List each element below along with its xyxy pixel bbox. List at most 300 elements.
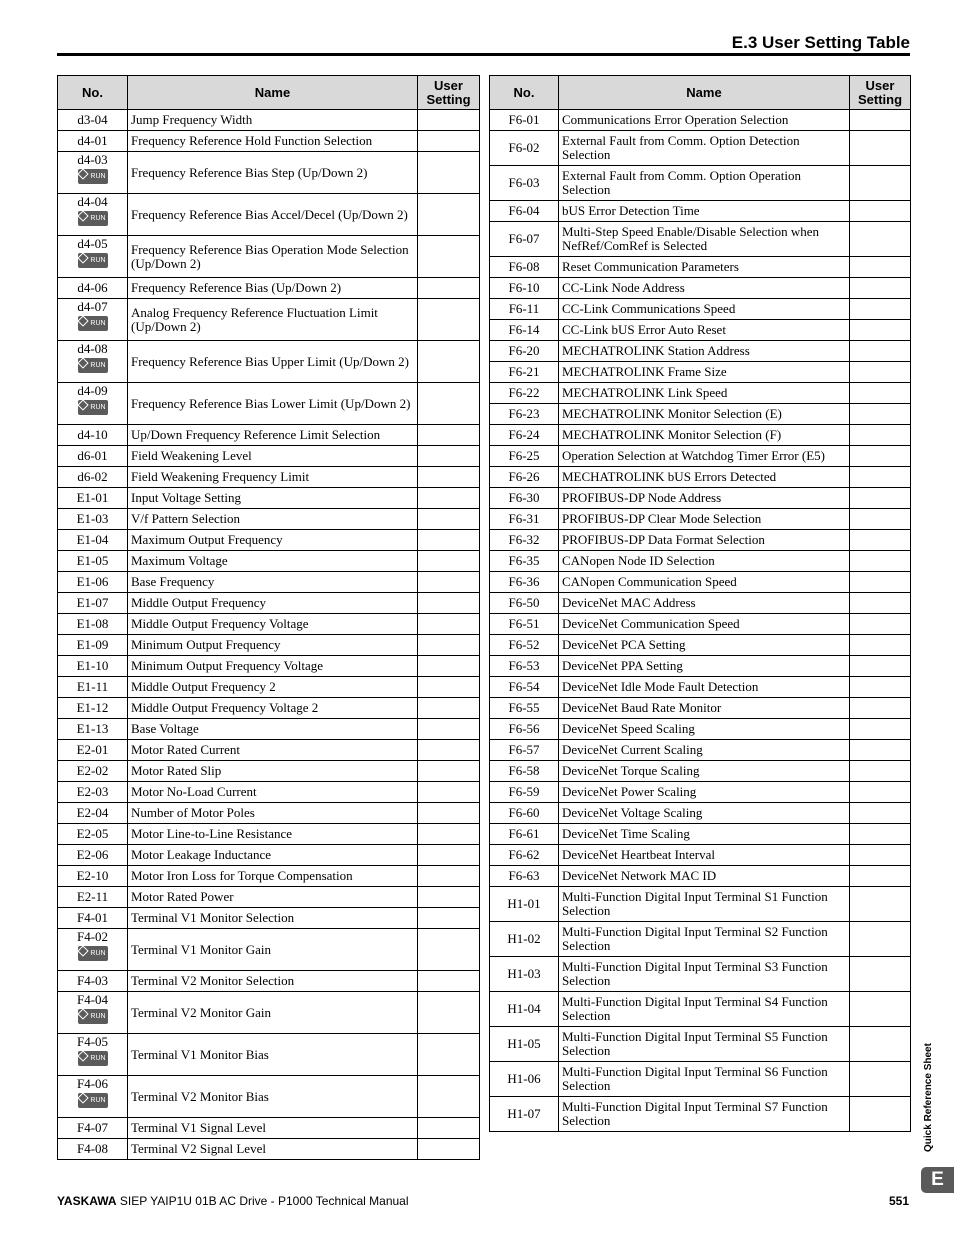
user-setting-cell[interactable] xyxy=(850,341,911,362)
parameter-name: Middle Output Frequency Voltage 2 xyxy=(128,698,418,719)
user-setting-cell[interactable] xyxy=(418,761,480,782)
parameter-code: H1-02 xyxy=(507,931,541,946)
table-row xyxy=(490,488,911,509)
parameter-number xyxy=(490,635,559,656)
parameter-name: Multi-Step Speed Enable/Disable Selection when NefRef/ComRef is Selected xyxy=(559,222,850,257)
user-setting-cell[interactable] xyxy=(418,152,480,194)
user-setting-cell[interactable] xyxy=(418,887,480,908)
run-badge-label: RUN xyxy=(90,320,106,327)
parameter-name: Input Voltage Setting xyxy=(128,488,418,509)
parameter-number xyxy=(490,131,559,166)
user-setting-cell[interactable] xyxy=(850,957,911,992)
run-badge xyxy=(78,211,108,226)
user-setting-cell[interactable] xyxy=(850,383,911,404)
parameter-number xyxy=(490,201,559,222)
user-setting-cell[interactable] xyxy=(850,110,911,131)
user-setting-cell[interactable] xyxy=(850,992,911,1027)
parameter-name: Multi-Function Digital Input Terminal S1 Function Selection xyxy=(559,887,850,922)
side-tab-label: Quick Reference Sheet xyxy=(923,1043,934,1152)
table-row xyxy=(490,824,911,845)
table-row xyxy=(490,740,911,761)
parameter-name: Terminal V1 Monitor Bias xyxy=(128,1034,418,1076)
parameter-code: F6-53 xyxy=(508,658,540,673)
run-diamond-icon xyxy=(78,252,89,263)
table-row xyxy=(58,656,480,677)
parameter-name: Middle Output Frequency xyxy=(128,593,418,614)
parameter-code: H1-06 xyxy=(507,1071,541,1086)
parameter-code: F6-10 xyxy=(508,280,540,295)
user-setting-cell[interactable] xyxy=(418,1076,480,1118)
run-badge xyxy=(78,1009,108,1024)
parameter-code: E1-07 xyxy=(76,595,109,610)
parameter-number xyxy=(490,404,559,425)
table-row xyxy=(58,866,480,887)
table-row xyxy=(490,110,911,131)
user-setting-cell[interactable] xyxy=(418,803,480,824)
parameter-name: MECHATROLINK Monitor Selection (E) xyxy=(559,404,850,425)
user-setting-cell[interactable] xyxy=(418,698,480,719)
table-row xyxy=(58,194,480,236)
user-setting-cell[interactable] xyxy=(418,929,480,971)
user-setting-cell[interactable] xyxy=(850,824,911,845)
parameter-name: Terminal V2 Signal Level xyxy=(128,1139,418,1160)
parameter-name: Motor Line-to-Line Resistance xyxy=(128,824,418,845)
parameter-number xyxy=(490,362,559,383)
user-setting-cell[interactable] xyxy=(418,1118,480,1139)
parameter-code: F6-32 xyxy=(508,532,540,547)
parameter-number xyxy=(58,509,128,530)
table-row xyxy=(490,131,911,166)
table-row xyxy=(490,593,911,614)
parameter-number xyxy=(58,887,128,908)
parameter-name: DeviceNet Communication Speed xyxy=(559,614,850,635)
parameter-code: H1-07 xyxy=(507,1106,541,1121)
table-row xyxy=(490,992,911,1027)
parameter-name: Motor Rated Power xyxy=(128,887,418,908)
user-setting-cell[interactable] xyxy=(850,698,911,719)
user-setting-cell[interactable] xyxy=(418,845,480,866)
parameter-name: Terminal V2 Monitor Bias xyxy=(128,1076,418,1118)
parameter-number xyxy=(58,1076,128,1118)
parameter-name: CANopen Communication Speed xyxy=(559,572,850,593)
user-setting-cell[interactable] xyxy=(850,887,911,922)
parameter-number xyxy=(490,551,559,572)
user-setting-cell[interactable] xyxy=(850,362,911,383)
table-row xyxy=(58,341,480,383)
parameter-code: H1-03 xyxy=(507,966,541,981)
table-row xyxy=(490,761,911,782)
user-setting-cell[interactable] xyxy=(850,509,911,530)
parameter-name: Terminal V2 Monitor Gain xyxy=(128,992,418,1034)
user-setting-cell[interactable] xyxy=(850,1097,911,1132)
parameter-name: Frequency Reference Bias Lower Limit (Up/Down 2) xyxy=(128,383,418,425)
parameter-number xyxy=(58,992,128,1034)
user-setting-cell[interactable] xyxy=(850,572,911,593)
parameter-number xyxy=(58,635,128,656)
parameter-code: F6-55 xyxy=(508,700,540,715)
parameter-code: E2-05 xyxy=(76,826,109,841)
parameter-number xyxy=(58,971,128,992)
parameter-name: Frequency Reference Bias Step (Up/Down 2) xyxy=(128,152,418,194)
user-setting-cell[interactable] xyxy=(850,1062,911,1097)
parameter-number xyxy=(58,467,128,488)
table-row xyxy=(490,887,911,922)
user-setting-cell[interactable] xyxy=(850,656,911,677)
parameter-code: H1-05 xyxy=(507,1036,541,1051)
run-diamond-icon xyxy=(78,1092,89,1103)
parameter-name: DeviceNet Speed Scaling xyxy=(559,719,850,740)
parameter-name: DeviceNet Power Scaling xyxy=(559,782,850,803)
user-setting-cell[interactable] xyxy=(850,166,911,201)
user-setting-cell[interactable] xyxy=(418,467,480,488)
parameter-name: DeviceNet Idle Mode Fault Detection xyxy=(559,677,850,698)
parameter-code: F4-08 xyxy=(76,1141,109,1156)
parameter-name: Base Frequency xyxy=(128,572,418,593)
parameter-number xyxy=(490,467,559,488)
run-badge-label: RUN xyxy=(90,173,106,180)
parameter-code: F6-08 xyxy=(508,259,540,274)
parameter-name: DeviceNet MAC Address xyxy=(559,593,850,614)
user-setting-table-left xyxy=(57,75,480,1160)
user-setting-cell[interactable] xyxy=(850,677,911,698)
user-setting-cell[interactable] xyxy=(418,782,480,803)
user-setting-cell[interactable] xyxy=(850,761,911,782)
user-setting-cell[interactable] xyxy=(850,845,911,866)
parameter-code: E1-06 xyxy=(76,574,109,589)
run-diamond-icon xyxy=(78,210,89,221)
user-setting-cell[interactable] xyxy=(850,614,911,635)
table-row xyxy=(490,551,911,572)
parameter-code: F4-03 xyxy=(76,973,109,988)
user-setting-cell[interactable] xyxy=(850,404,911,425)
user-setting-cell[interactable] xyxy=(418,824,480,845)
user-setting-cell[interactable] xyxy=(418,719,480,740)
parameter-code: d4-10 xyxy=(77,427,108,442)
user-setting-cell[interactable] xyxy=(850,803,911,824)
parameter-code: E2-01 xyxy=(76,742,109,757)
user-setting-cell[interactable] xyxy=(418,1034,480,1076)
user-setting-cell[interactable] xyxy=(418,971,480,992)
parameter-number xyxy=(58,908,128,929)
user-setting-cell[interactable] xyxy=(418,572,480,593)
parameter-name: Frequency Reference Hold Function Selection xyxy=(128,131,418,152)
column-header-user-setting: User Setting xyxy=(850,76,911,110)
header-rule xyxy=(57,53,910,56)
table-row xyxy=(58,152,480,194)
parameter-code: F6-22 xyxy=(508,385,540,400)
parameter-code: F6-58 xyxy=(508,763,540,778)
parameter-code: F6-63 xyxy=(508,868,540,883)
parameter-code: F6-07 xyxy=(508,231,540,246)
parameter-code: E1-12 xyxy=(76,700,109,715)
table-row xyxy=(490,467,911,488)
user-setting-cell[interactable] xyxy=(850,257,911,278)
parameter-number xyxy=(490,992,559,1027)
parameter-number xyxy=(490,922,559,957)
parameter-number xyxy=(490,299,559,320)
parameter-number xyxy=(490,698,559,719)
user-setting-cell[interactable] xyxy=(418,110,480,131)
parameter-code: E1-09 xyxy=(76,637,109,652)
user-setting-cell[interactable] xyxy=(850,635,911,656)
parameter-name: DeviceNet PCA Setting xyxy=(559,635,850,656)
parameter-code: F6-24 xyxy=(508,427,540,442)
parameter-name: Analog Frequency Reference Fluctuation Limit (Up/Down 2) xyxy=(128,299,418,341)
parameter-name: MECHATROLINK Station Address xyxy=(559,341,850,362)
parameter-number xyxy=(490,488,559,509)
run-diamond-icon xyxy=(78,1008,89,1019)
parameter-name: Terminal V1 Monitor Gain xyxy=(128,929,418,971)
parameter-name: PROFIBUS-DP Clear Mode Selection xyxy=(559,509,850,530)
user-setting-cell[interactable] xyxy=(850,1027,911,1062)
parameter-code: F6-20 xyxy=(508,343,540,358)
user-setting-cell[interactable] xyxy=(418,488,480,509)
parameter-name: Middle Output Frequency 2 xyxy=(128,677,418,698)
user-setting-cell[interactable] xyxy=(850,299,911,320)
parameter-number xyxy=(490,866,559,887)
user-setting-cell[interactable] xyxy=(418,866,480,887)
table-row xyxy=(58,1034,480,1076)
parameter-code: E2-02 xyxy=(76,763,109,778)
user-setting-cell[interactable] xyxy=(850,222,911,257)
section-title: E.3 User Setting Table xyxy=(731,33,910,52)
user-setting-cell[interactable] xyxy=(850,740,911,761)
parameter-name: DeviceNet Network MAC ID xyxy=(559,866,850,887)
run-badge-label: RUN xyxy=(90,1097,106,1104)
user-setting-cell[interactable] xyxy=(418,341,480,383)
parameter-name: MECHATROLINK Monitor Selection (F) xyxy=(559,425,850,446)
user-setting-cell[interactable] xyxy=(850,467,911,488)
parameter-code: d4-01 xyxy=(77,133,108,148)
user-setting-cell[interactable] xyxy=(850,131,911,166)
table-row xyxy=(58,698,480,719)
parameter-name: CANopen Node ID Selection xyxy=(559,551,850,572)
parameter-code: E2-04 xyxy=(76,805,109,820)
run-badge-label: RUN xyxy=(90,1055,106,1062)
parameter-code: d4-06 xyxy=(77,280,108,295)
table-row xyxy=(490,425,911,446)
parameter-name: Jump Frequency Width xyxy=(128,110,418,131)
parameter-name: Frequency Reference Bias Upper Limit (Up/Down 2) xyxy=(128,341,418,383)
user-setting-cell[interactable] xyxy=(850,425,911,446)
table-row xyxy=(58,845,480,866)
user-setting-cell[interactable] xyxy=(418,383,480,425)
parameter-number xyxy=(490,166,559,201)
user-setting-cell[interactable] xyxy=(850,922,911,957)
parameter-number xyxy=(58,383,128,425)
user-setting-cell[interactable] xyxy=(418,656,480,677)
parameter-code: F6-30 xyxy=(508,490,540,505)
parameter-number xyxy=(490,593,559,614)
parameter-number xyxy=(490,383,559,404)
parameter-code: E2-10 xyxy=(76,868,109,883)
user-setting-cell[interactable] xyxy=(850,201,911,222)
table-row xyxy=(490,1027,911,1062)
user-setting-cell[interactable] xyxy=(418,425,480,446)
user-setting-cell[interactable] xyxy=(418,530,480,551)
parameter-code: d4-08 xyxy=(77,341,108,356)
run-badge-label: RUN xyxy=(90,1013,106,1020)
footer xyxy=(57,1194,409,1208)
user-setting-cell[interactable] xyxy=(418,740,480,761)
user-setting-cell[interactable] xyxy=(850,278,911,299)
table-row xyxy=(490,509,911,530)
parameter-name: PROFIBUS-DP Node Address xyxy=(559,488,850,509)
parameter-code: E1-11 xyxy=(76,679,109,694)
user-setting-cell[interactable] xyxy=(418,236,480,278)
parameter-code: E1-01 xyxy=(76,490,109,505)
table-row xyxy=(490,257,911,278)
user-setting-cell[interactable] xyxy=(418,677,480,698)
parameter-name: Multi-Function Digital Input Terminal S7 Function Selection xyxy=(559,1097,850,1132)
parameter-name: CC-Link Communications Speed xyxy=(559,299,850,320)
parameter-code: E2-11 xyxy=(76,889,109,904)
parameter-number xyxy=(58,593,128,614)
parameter-code: F6-36 xyxy=(508,574,540,589)
table-row xyxy=(490,222,911,257)
parameter-code: d4-05 xyxy=(77,236,108,251)
parameter-code: F4-07 xyxy=(76,1120,109,1135)
parameter-name: CC-Link bUS Error Auto Reset xyxy=(559,320,850,341)
user-setting-cell[interactable] xyxy=(418,614,480,635)
table-row xyxy=(58,593,480,614)
parameter-code: F6-51 xyxy=(508,616,540,631)
table-row xyxy=(490,677,911,698)
table-row xyxy=(58,530,480,551)
user-setting-cell[interactable] xyxy=(850,866,911,887)
parameter-name: DeviceNet Voltage Scaling xyxy=(559,803,850,824)
parameter-code: F6-02 xyxy=(508,140,540,155)
parameter-name: V/f Pattern Selection xyxy=(128,509,418,530)
parameter-name: Multi-Function Digital Input Terminal S5 Function Selection xyxy=(559,1027,850,1062)
parameter-number xyxy=(490,1062,559,1097)
left-table-body xyxy=(58,110,480,1160)
parameter-code: E1-05 xyxy=(76,553,109,568)
column-header-name: Name xyxy=(559,76,850,110)
chapter-tab: E xyxy=(921,1167,954,1193)
table-row xyxy=(490,803,911,824)
parameter-name: DeviceNet Baud Rate Monitor xyxy=(559,698,850,719)
table-row xyxy=(58,824,480,845)
parameter-number xyxy=(58,194,128,236)
table-row xyxy=(58,971,480,992)
table-row xyxy=(58,719,480,740)
run-badge-label: RUN xyxy=(90,950,106,957)
parameter-code: F6-21 xyxy=(508,364,540,379)
table-row xyxy=(58,1139,480,1160)
parameter-code: F6-59 xyxy=(508,784,540,799)
table-row xyxy=(58,131,480,152)
parameter-number xyxy=(58,677,128,698)
parameter-name: MECHATROLINK bUS Errors Detected xyxy=(559,467,850,488)
parameter-code: E1-08 xyxy=(76,616,109,631)
table-row xyxy=(58,1118,480,1139)
parameter-number xyxy=(490,278,559,299)
user-setting-cell[interactable] xyxy=(418,992,480,1034)
run-badge-label: RUN xyxy=(90,404,106,411)
table-row xyxy=(58,908,480,929)
parameter-code: F6-56 xyxy=(508,721,540,736)
run-diamond-icon xyxy=(78,315,89,326)
table-row xyxy=(58,887,480,908)
parameter-number xyxy=(58,551,128,572)
parameter-number xyxy=(58,782,128,803)
parameter-code: E2-06 xyxy=(76,847,109,862)
user-setting-cell[interactable] xyxy=(850,719,911,740)
table-row xyxy=(58,278,480,299)
table-row xyxy=(58,110,480,131)
user-setting-cell[interactable] xyxy=(850,320,911,341)
user-setting-cell[interactable] xyxy=(418,593,480,614)
user-setting-cell[interactable] xyxy=(850,593,911,614)
user-setting-cell[interactable] xyxy=(418,635,480,656)
user-setting-cell[interactable] xyxy=(850,488,911,509)
parameter-code: F6-50 xyxy=(508,595,540,610)
table-row xyxy=(490,656,911,677)
parameter-code: E2-03 xyxy=(76,784,109,799)
parameter-number xyxy=(490,614,559,635)
parameter-number xyxy=(58,530,128,551)
parameter-number xyxy=(58,698,128,719)
table-row xyxy=(490,572,911,593)
parameter-code: E1-03 xyxy=(76,511,109,526)
table-row xyxy=(490,341,911,362)
run-badge xyxy=(78,253,108,268)
user-setting-cell[interactable] xyxy=(418,551,480,572)
parameter-number xyxy=(490,656,559,677)
table-row xyxy=(58,677,480,698)
parameter-code: F6-31 xyxy=(508,511,540,526)
table-row xyxy=(58,761,480,782)
user-setting-cell[interactable] xyxy=(850,551,911,572)
table-row xyxy=(58,635,480,656)
parameter-name: Minimum Output Frequency xyxy=(128,635,418,656)
user-setting-cell[interactable] xyxy=(418,509,480,530)
table-row xyxy=(490,1062,911,1097)
table-row xyxy=(58,1076,480,1118)
run-badge-label: RUN xyxy=(90,362,106,369)
user-setting-cell[interactable] xyxy=(850,446,911,467)
parameter-number xyxy=(58,236,128,278)
user-setting-cell[interactable] xyxy=(418,278,480,299)
column-header-user-setting: User Setting xyxy=(418,76,480,110)
user-setting-cell[interactable] xyxy=(850,782,911,803)
parameter-name: Motor Rated Current xyxy=(128,740,418,761)
parameter-number xyxy=(58,929,128,971)
table-row xyxy=(490,614,911,635)
parameter-code: F4-05 xyxy=(76,1034,109,1049)
parameter-name: Base Voltage xyxy=(128,719,418,740)
parameter-number xyxy=(490,740,559,761)
user-setting-cell[interactable] xyxy=(418,131,480,152)
user-setting-cell[interactable] xyxy=(418,194,480,236)
table-row xyxy=(58,236,480,278)
parameter-number xyxy=(58,740,128,761)
table-row xyxy=(58,551,480,572)
user-setting-cell[interactable] xyxy=(418,908,480,929)
user-setting-cell[interactable] xyxy=(418,446,480,467)
user-setting-cell[interactable] xyxy=(418,299,480,341)
user-setting-cell[interactable] xyxy=(418,1139,480,1160)
parameter-number xyxy=(58,131,128,152)
run-diamond-icon xyxy=(78,399,89,410)
user-setting-cell[interactable] xyxy=(850,530,911,551)
parameter-number xyxy=(490,887,559,922)
parameter-name: DeviceNet Torque Scaling xyxy=(559,761,850,782)
parameter-code: F6-11 xyxy=(508,301,540,316)
parameter-code: d3-04 xyxy=(77,112,108,127)
parameter-number xyxy=(58,1139,128,1160)
